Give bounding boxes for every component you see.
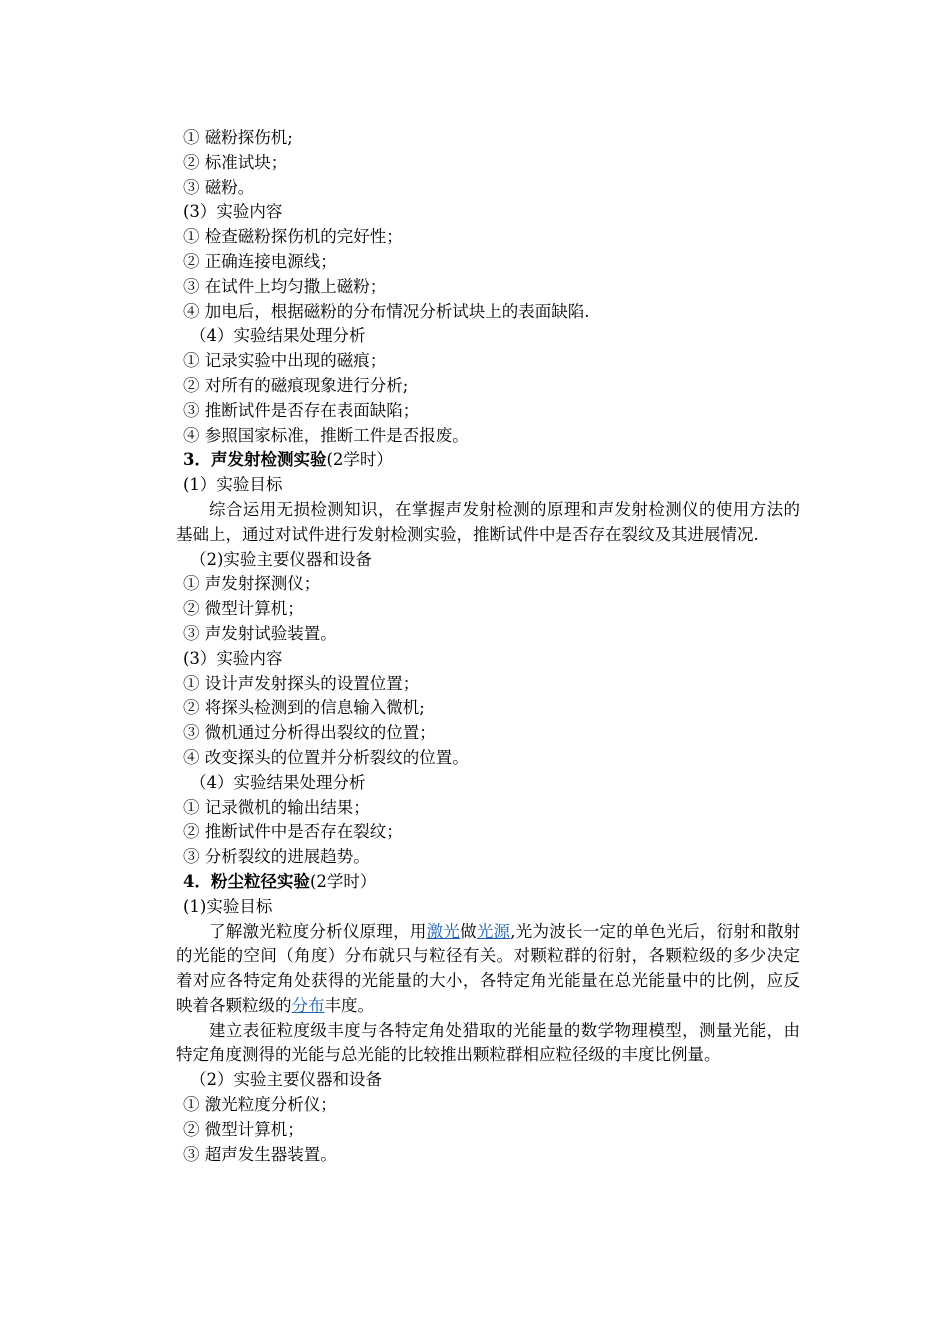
list-item: ② 标准试块； bbox=[183, 152, 288, 172]
section-title-bold: 4．粉尘粒径实验 bbox=[183, 871, 310, 891]
paragraph bbox=[176, 920, 800, 1019]
list-item: ② 推断试件中是否存在裂纹； bbox=[183, 822, 403, 842]
paragraph-text: 了解激光粒度分析仪原理，用 bbox=[209, 921, 427, 941]
subsection-heading: （4）实验结果处理分析 bbox=[190, 326, 366, 346]
list-item: ① 设计声发射探头的设置位置； bbox=[183, 673, 420, 693]
paragraph-text: 做 bbox=[460, 921, 477, 941]
list-item: ③ 磁粉。 bbox=[183, 177, 255, 197]
section-title-hours: (2学时） bbox=[326, 450, 393, 470]
link-distribution[interactable]: 分布 bbox=[291, 995, 325, 1015]
list-item: ② 将探头检测到的信息输入微机; bbox=[183, 698, 425, 718]
list-item: ③ 超声发生器装置。 bbox=[183, 1144, 337, 1164]
section-title-hours: (2学时） bbox=[309, 871, 377, 891]
list-item: ④ 改变探头的位置并分析裂纹的位置。 bbox=[183, 747, 469, 767]
section-title bbox=[176, 448, 800, 473]
list-item: ② 正确连接电源线； bbox=[183, 251, 337, 271]
list-item: ③ 分析裂纹的进展趋势。 bbox=[183, 847, 370, 867]
list-item: ③ 声发射试验装置。 bbox=[183, 623, 337, 643]
list-item: ① 声发射探测仪； bbox=[183, 574, 321, 594]
subsection-heading: (3）实验内容 bbox=[183, 202, 283, 222]
paragraph-text: ,光为波长一定的单色光后，衍射和散射的光能的空间（角度）分布就只与粒径有关。对颗粒群的衍射，各颗粒级的多少决定着对应各特定角处获得的光能量的大小，各特定角光能量在总光能量中的比例，应反映着各颗粒级的 bbox=[176, 921, 801, 1015]
list-item: ② 微型计算机； bbox=[183, 1119, 304, 1139]
subsection-heading: （4）实验结果处理分析 bbox=[190, 772, 366, 792]
list-item: ① 磁粉探伤机; bbox=[183, 128, 293, 147]
list-item: ① 检查磁粉探伤机的完好性； bbox=[183, 227, 403, 247]
list-item: ④ 加电后，根据磁粉的分布情况分析试块上的表面缺陷. bbox=[183, 301, 590, 321]
list-item: ① 记录实验中出现的磁痕； bbox=[183, 351, 387, 371]
list-item: ③ 微机通过分析得出裂纹的位置； bbox=[183, 723, 436, 743]
subsection-heading: (1)实验目标 bbox=[183, 896, 273, 916]
list-item: ③ 推断试件是否存在表面缺陷； bbox=[183, 400, 420, 420]
section-title-bold: 3．声发射检测实验 bbox=[183, 450, 327, 470]
paragraph: 综合运用无损检测知识，在掌握声发射检测的原理和声发射检测仪的使用方法的基础上，通过对试件进行发射检测实验，推断试件中是否存在裂纹及其进展情况. bbox=[176, 499, 800, 544]
paragraph: 建立表征粒度级丰度与各特定角处猎取的光能量的数学物理模型，测量光能，由特定角度测得的光能与总光能的比较推出颗粒群相应粒径级的丰度比例量。 bbox=[176, 1020, 800, 1065]
list-item: ① 激光粒度分析仪； bbox=[183, 1095, 337, 1115]
document-body bbox=[176, 126, 800, 1167]
section-title bbox=[176, 870, 800, 895]
subsection-heading: （2)实验主要仪器和设备 bbox=[190, 549, 372, 569]
paragraph-text: 丰度。 bbox=[324, 995, 374, 1015]
list-item: ④ 参照国家标准，推断工件是否报废。 bbox=[183, 425, 469, 445]
subsection-heading: （2）实验主要仪器和设备 bbox=[190, 1070, 382, 1090]
list-item: ① 记录微机的输出结果； bbox=[183, 797, 370, 817]
subsection-heading: (1）实验目标 bbox=[183, 475, 283, 495]
list-item: ② 微型计算机； bbox=[183, 599, 304, 619]
link-laser[interactable]: 激光 bbox=[426, 921, 461, 941]
list-item: ② 对所有的磁痕现象进行分析; bbox=[183, 375, 409, 395]
list-item: ③ 在试件上均匀撒上磁粉； bbox=[183, 276, 387, 296]
subsection-heading: (3）实验内容 bbox=[183, 648, 283, 668]
link-light-source[interactable]: 光源 bbox=[476, 921, 511, 941]
